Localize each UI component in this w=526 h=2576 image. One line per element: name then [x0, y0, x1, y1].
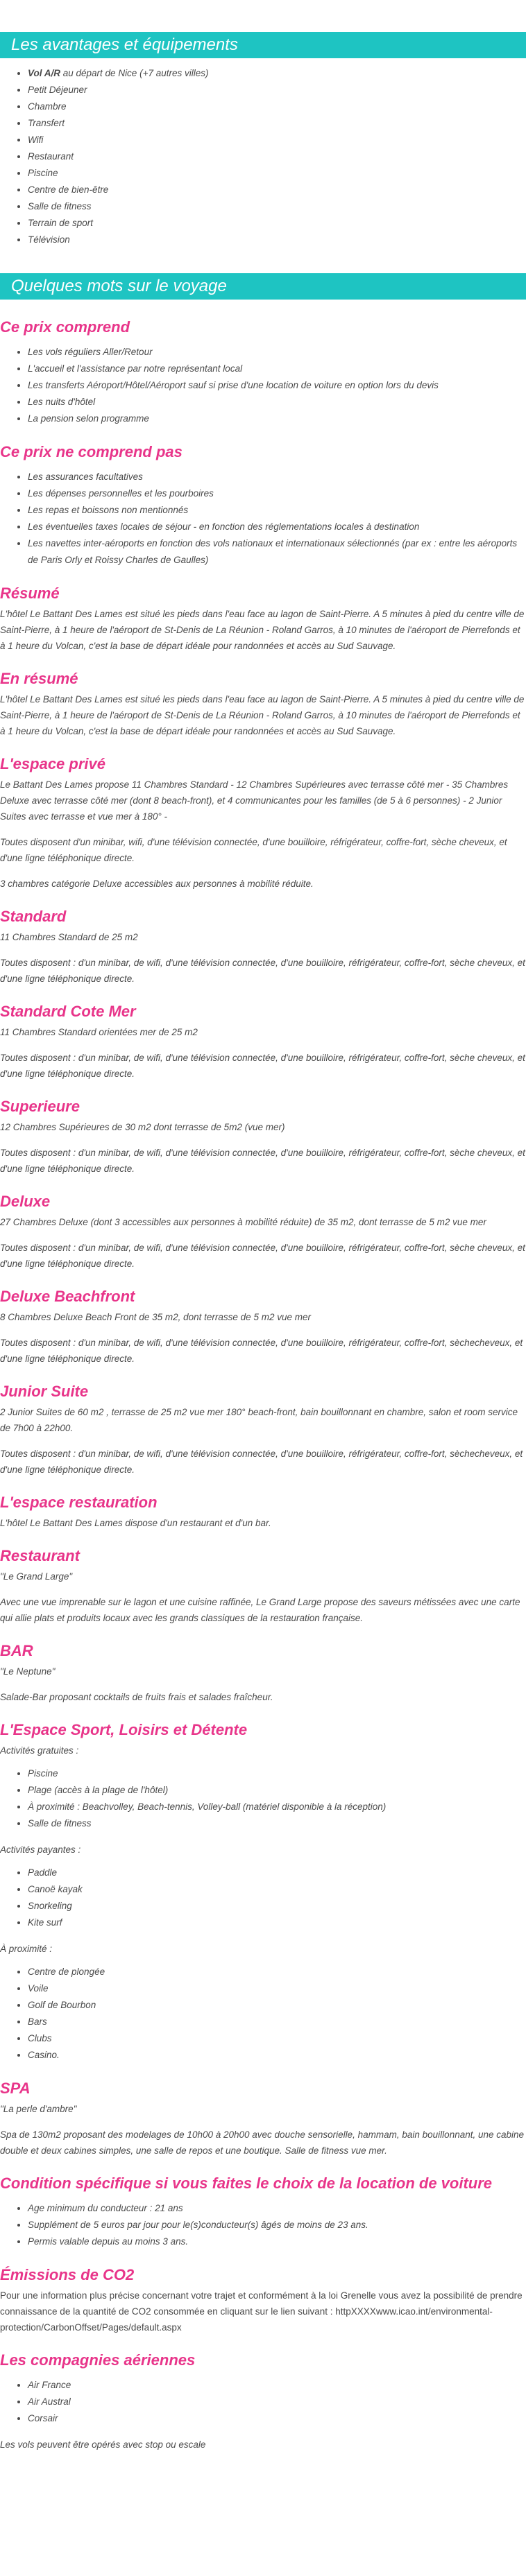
list-item: • Wifi: [28, 132, 526, 148]
list-item: • Voile: [28, 1980, 526, 1997]
room-equipment: Toutes disposent : d'un minibar, de wifi, d'une télévision connectée, d'une bouilloire, réfrigérateur, coffre-fort, sèchecheveux, et d'une ligne téléphonique directe.: [0, 1338, 523, 1364]
room-equipment: Toutes disposent : d'un minibar, de wifi, d'une télévision connectée, d'une bouilloire, réfrigérateur, coffre-fort, sèche cheveux, et d'une ligne téléphonique directe.: [0, 1243, 525, 1269]
nearby-list: [0, 1964, 526, 2064]
list-item: • Snorkeling: [28, 1898, 526, 1914]
list-item: • Les transferts Aéroport/Hôtel/Aéroport sauf si prise d'une location de voiture en option lors du devis: [28, 377, 526, 394]
restaurant-name: "Le Grand Large": [0, 1571, 73, 1582]
room-equipment: Toutes disposent : d'un minibar, de wifi, d'une télévision connectée, d'une bouilloire, réfrigérateur, coffre-fort, sèche cheveux, et d'une ligne téléphonique directe.: [0, 1053, 525, 1079]
section-title-restauration: L'espace restauration: [0, 1494, 158, 1511]
list-item: • Piscine: [28, 165, 526, 182]
list-item: • Les nuits d'hôtel: [28, 394, 526, 410]
list-item: • Golf de Bourbon: [28, 1997, 526, 2014]
list-item: • La pension selon programme: [28, 410, 526, 427]
flight-detail: au départ de Nice (+7 autres villes): [60, 68, 209, 78]
spa-name: "La perle d'ambre": [0, 2104, 77, 2114]
section-title-prix-comprend: Ce prix comprend: [0, 318, 130, 336]
en-resume-text: L'hôtel Le Battant Des Lames est situé les pieds dans l'eau face au lagon de Saint-Pierre. A 5 minutes à pied du centre ville de Saint-Pierre, à 1 heure de l'aéroport de St-Denis de La Réunion - Roland Garros, à 10 minutes de l'aéroport de Pierrefonds et à 1 heure du Volcan, c'est la base de départ idéale pour randonnées et accès au Sud Sauvage.: [0, 694, 525, 736]
section-title-co2: Émissions de CO2: [0, 2266, 135, 2283]
voyage-banner: Quelques mots sur le voyage: [0, 273, 526, 300]
section-title-airlines: Les compagnies aériennes: [0, 2351, 196, 2369]
list-item: • Salle de fitness: [28, 1815, 526, 1832]
room-equipment: Toutes disposent : d'un minibar, de wifi, d'une télévision connectée, d'une bouilloire, réfrigérateur, coffre-fort, sèche cheveux, et d'une ligne téléphonique directe.: [0, 1148, 525, 1174]
airlines-list: [0, 2377, 526, 2427]
espace-prive-text: Le Battant Des Lames propose 11 Chambres Standard - 12 Chambres Supérieures avec terrasse côté mer - 35 Chambres Deluxe avec terrasse côté mer (dont 8 beach-front), et 4 communicantes pour les familles (de 5 à 6 personnes) - 2 Junior Suites avec terrasse et vue mer à 180° -: [0, 779, 509, 822]
list-item: • Plage (accès à la plage de l'hôtel): [28, 1782, 526, 1799]
advantages-list: [0, 65, 526, 248]
list-item: • Piscine: [28, 1765, 526, 1782]
list-item: • Petit Déjeuner: [28, 82, 526, 98]
flight-label: Vol A/R: [28, 68, 60, 78]
free-activities-list: [0, 1765, 526, 1832]
room-title-standard-cote-mer: Standard Cote Mer: [0, 1003, 136, 1020]
espace-prive-accessibility: 3 chambres catégorie Deluxe accessibles aux personnes à mobilité réduite.: [0, 879, 314, 889]
airlines-note: Les vols peuvent être opérés avec stop ou escale: [0, 2439, 206, 2450]
room-title-deluxe: Deluxe: [0, 1193, 51, 1210]
room-description: 27 Chambres Deluxe (dont 3 accessibles aux personnes à mobilité réduite) de 35 m2, dont terrasse de 5 m2 vue mer: [0, 1217, 486, 1227]
list-item: • Air France: [28, 2377, 526, 2394]
list-item: • Les repas et boissons non mentionnés: [28, 502, 526, 519]
list-item: • Paddle: [28, 1865, 526, 1881]
section-title-prix-ne-comprend: Ce prix ne comprend pas: [0, 443, 183, 460]
room-description: 2 Junior Suites de 60 m2 , terrasse de 25 m2 vue mer 180° beach-front, bain bouillonnant en chambre, salon et room service de 7h00 à 22h00.: [0, 1407, 518, 1433]
free-activities-label: Activités gratuites :: [0, 1745, 79, 1756]
list-item: • Les dépenses personnelles et les pourboires: [28, 485, 526, 502]
list-item: [28, 65, 526, 82]
list-item: • Chambre: [28, 98, 526, 115]
list-item: • Restaurant: [28, 148, 526, 165]
room-description: 12 Chambres Supérieures de 30 m2 dont terrasse de 5m2 (vue mer): [0, 1122, 285, 1132]
room-description: 11 Chambres Standard orientées mer de 25 m2: [0, 1027, 198, 1037]
room-title-superieure: Superieure: [0, 1098, 80, 1115]
list-item: • Canoë kayak: [28, 1881, 526, 1898]
list-item: • Casino.: [28, 2047, 526, 2064]
list-item: • Corsair: [28, 2410, 526, 2427]
list-item: • Les assurances facultatives: [28, 469, 526, 485]
list-item: • Bars: [28, 2014, 526, 2030]
restaurant-text: Avec une vue imprenable sur le lagon et une cuisine raffinée, Le Grand Large propose des saveurs métissées avec une carte qui allie plats et produits locaux avec les grands classiques de la restauration française.: [0, 1597, 520, 1623]
list-item: • Centre de bien-être: [28, 182, 526, 198]
bar-name: "Le Neptune": [0, 1666, 56, 1677]
section-title-restaurant: Restaurant: [0, 1547, 80, 1564]
section-title-sport: L'Espace Sport, Loisirs et Détente: [0, 1721, 248, 1738]
list-item: • Centre de plongée: [28, 1964, 526, 1980]
list-item: • Les éventuelles taxes locales de séjour - en fonction des réglementations locales à destination: [28, 519, 526, 535]
list-item: • Terrain de sport: [28, 215, 526, 232]
section-title-en-resume: En résumé: [0, 670, 78, 687]
section-title-resume: Résumé: [0, 585, 60, 602]
location-conditions-list: [0, 2200, 526, 2250]
list-item: • Les navettes inter-aéroports en fonction des vols nationaux et internationaux sélectionnés (par ex : entre les aéroports de Paris Orly et Roissy Charles de Gaulles): [28, 535, 526, 569]
paid-activities-label: Activités payantes :: [0, 1844, 81, 1855]
spa-text: Spa de 130m2 proposant des modelages de 10h00 à 20h00 avec douche sensorielle, hammam, bain bouillonnant, une cabine double et deux cabines simples, une salle de repos et une boutique. Salle de fitness vue mer.: [0, 2129, 525, 2156]
list-item: • Les vols réguliers Aller/Retour: [28, 344, 526, 361]
room-title-deluxe-beachfront: Deluxe Beachfront: [0, 1288, 135, 1305]
room-description: 11 Chambres Standard de 25 m2: [0, 932, 138, 942]
room-title-junior-suite: Junior Suite: [0, 1383, 89, 1400]
bar-text: Salade-Bar proposant cocktails de fruits frais et salades fraîcheur.: [0, 1692, 273, 1702]
nearby-label: À proximité :: [0, 1944, 53, 1954]
prix-comprend-list: [0, 344, 526, 427]
list-item: • Age minimum du conducteur : 21 ans: [28, 2200, 526, 2217]
list-item: • À proximité : Beachvolley, Beach-tennis, Volley-ball (matériel disponible à la réception): [28, 1799, 526, 1815]
page: [0, 32, 526, 2453]
list-item: • Transfert: [28, 115, 526, 132]
list-item: • Clubs: [28, 2030, 526, 2047]
list-item: • Télévision: [28, 232, 526, 248]
list-item: • Permis valable depuis au moins 3 ans.: [28, 2233, 526, 2250]
paid-activities-list: [0, 1865, 526, 1931]
section-title-espace-prive: L'espace privé: [0, 755, 105, 772]
prix-ne-comprend-list: [0, 469, 526, 569]
co2-text: Pour une information plus précise concernant votre trajet et conformément à la loi Grenelle vous avez la possibilité de prendre connaissance de la quantité de CO2 consommée en cliquant sur le lien suivant : httpXXXXwww.icao.int/environmental-protection/CarbonOffset/Pages/default.aspx: [0, 2290, 523, 2333]
room-title-standard: Standard: [0, 908, 67, 925]
list-item: • Air Austral: [28, 2394, 526, 2410]
section-title-location: Condition spécifique si vous faites le choix de la location de voiture: [0, 2175, 493, 2192]
list-item: • Supplément de 5 euros par jour pour le(s)conducteur(s) âgés de moins de 23 ans.: [28, 2217, 526, 2233]
advantages-banner: Les avantages et équipements: [0, 32, 526, 58]
room-equipment: Toutes disposent : d'un minibar, de wifi, d'une télévision connectée, d'une bouilloire, réfrigérateur, coffre-fort, sèchecheveux, et d'une ligne téléphonique directe.: [0, 1449, 523, 1475]
list-item: • Kite surf: [28, 1914, 526, 1931]
section-title-bar: BAR: [0, 1642, 33, 1659]
list-item: • Salle de fitness: [28, 198, 526, 215]
restauration-text: L'hôtel Le Battant Des Lames dispose d'un restaurant et d'un bar.: [0, 1518, 271, 1528]
list-item: • L'accueil et l'assistance par notre représentant local: [28, 361, 526, 377]
room-equipment: Toutes disposent : d'un minibar, de wifi, d'une télévision connectée, d'une bouilloire, réfrigérateur, coffre-fort, sèche cheveux, et d'une ligne téléphonique directe.: [0, 958, 525, 984]
room-description: 8 Chambres Deluxe Beach Front de 35 m2, dont terrasse de 5 m2 vue mer: [0, 1312, 311, 1322]
section-title-spa: SPA: [0, 2080, 31, 2097]
espace-prive-equipment: Toutes disposent d'un minibar, wifi, d'une télévision connectée, d'une bouilloire, réfrigérateur, coffre-fort, sèche cheveux, et d'une ligne téléphonique directe.: [0, 837, 507, 863]
resume-text: L'hôtel Le Battant Des Lames est situé les pieds dans l'eau face au lagon de Saint-Pierre. A 5 minutes à pied du centre ville de Saint-Pierre, à 1 heure de l'aéroport de St-Denis de La Réunion - Roland Garros, à 10 minutes de l'aéroport de Pierrefonds et à 1 heure du Volcan, c'est la base de départ idéale pour randonnées et accès au Sud Sauvage.: [0, 609, 525, 651]
